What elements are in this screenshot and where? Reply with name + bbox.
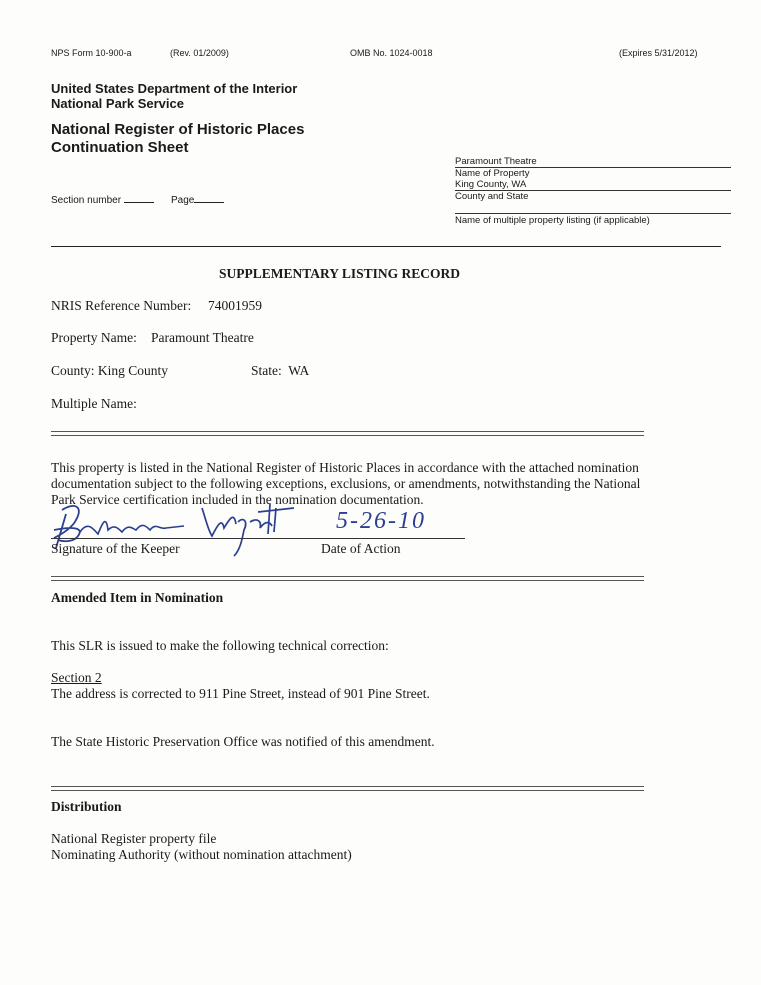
county-value: King County [97,363,169,378]
section-divider-3 [51,786,644,791]
county-field [51,363,168,379]
form-title: National Register of Historic Places [51,121,305,138]
page-label: Page [171,195,195,206]
section-number-field [51,192,154,206]
expiration-date: (Expires 5/31/2012) [619,48,698,58]
nris-label: NRIS Reference Number: [51,298,192,313]
county-label: County: [51,363,95,378]
state-label: State: [251,363,282,378]
section-number-label: Section number [51,195,122,206]
property-name-label: Name of Property [455,168,530,179]
certification-text: This property is listed in the National Register of Historic Places in accordance with the attached nomination documentation subject to the following exceptions, exclusions, or amendments, notwithstanding the National Park Service certification included in the nomination documentation. [51,460,641,507]
section-divider-2 [51,576,644,581]
county-state-label: County and State [455,191,529,202]
state-field [251,363,309,379]
date-of-action-label: Date of Action [321,541,401,556]
multiple-name-label: Multiple Name: [51,396,137,411]
action-date-handwritten: 5-26-10 [336,508,426,534]
section-divider-1 [51,431,644,436]
section-number-blank [124,192,154,203]
omb-number: OMB No. 1024-0018 [350,48,433,58]
record-heading: SUPPLEMENTARY LISTING RECORD [219,266,461,281]
amended-intro: This SLR is issued to make the following technical correction: [51,638,389,653]
property-name-label-2: Property Name: [51,330,137,345]
page-field [171,192,224,206]
header-divider [51,246,721,247]
page-blank [194,192,224,203]
form-number: NPS Form 10-900-a [51,48,132,58]
form-subtitle: Continuation Sheet [51,139,189,156]
address-correction: The address is corrected to 911 Pine Street, instead of 901 Pine Street. [51,686,430,701]
state-value: WA [288,363,310,378]
property-name-value-2: Paramount Theatre [151,330,254,345]
amended-heading: Amended Item in Nomination [51,590,224,605]
section-reference: Section 2 [51,670,102,685]
shpo-notice: The State Historic Preservation Office was notified of this amendment. [51,734,435,749]
multiple-listing-rule [455,213,731,214]
signature-label: Signature of the Keeper [51,541,180,556]
signature-rule [51,538,465,539]
distribution-heading: Distribution [51,799,122,814]
distribution-item: Nominating Authority (without nomination attachment) [51,847,352,862]
distribution-item: National Register property file [51,831,217,846]
form-revision: (Rev. 01/2009) [170,48,229,58]
multiple-listing-label: Name of multiple property listing (if applicable) [455,215,650,226]
property-name-value: Paramount Theatre [455,156,537,167]
nris-value: 74001959 [208,298,262,313]
service-name: National Park Service [51,96,184,111]
department-name: United States Department of the Interior [51,81,298,96]
county-state-value: King County, WA [455,179,527,190]
